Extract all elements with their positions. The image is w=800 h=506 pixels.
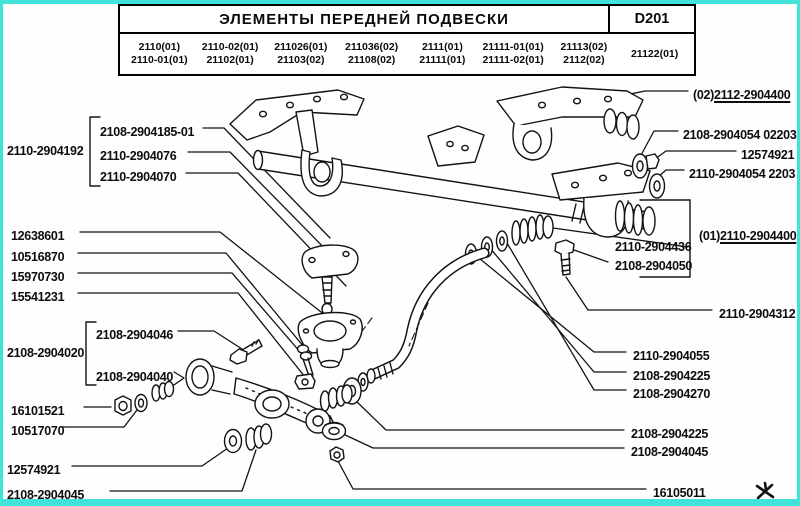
part-label: 2108-2904225 [631,427,709,441]
arm-ball-bushing [323,423,346,440]
group-bracket-left-top [90,117,100,186]
page-title: ЭЛЕМЕНТЫ ПЕРЕДНЕЙ ПОДВЕСКИ [219,10,509,28]
part-label: 2110-2904054 2203 [689,167,796,181]
control-arm [186,359,338,433]
diagram-paper [3,4,797,502]
left-bar-clamp [301,150,342,196]
part-label: 2110-2904055 [633,349,710,363]
part-label: 2108-2904045 [7,488,85,502]
part-label: 15970730 [11,270,65,284]
part-label: 2110-2904436 [615,240,692,254]
model-cell: 2110(01) 2110-01(01) [131,41,188,66]
group-bracket-left-bottom [86,322,96,385]
model-cell: 211026(01) 21103(02) [274,41,328,66]
part-label-bracket-02: (02)2112-2904400 [693,88,791,102]
part-label: 2108-2904040 [96,370,174,384]
bracket-bolt [555,240,574,275]
part-label: 2110-2904070 [100,170,177,184]
part-label-bracket-01: (01)2110-2904400 [699,229,797,243]
model-list [120,34,694,74]
part-label: 2108-2904225 [633,369,711,383]
part-label: 12574921 [741,148,795,162]
model-cell: 21122(01) [630,47,679,60]
part-label: 15541231 [11,290,65,304]
part-label: 2108-2904270 [633,387,711,401]
publisher-mark-icon [757,483,773,498]
part-label: 2108-2904050 [615,259,693,273]
bracket-02-assembly [497,87,643,160]
model-cell: 211036(02) 21108(02) [345,41,399,66]
part-label: 10517070 [11,424,65,438]
part-label: 16105011 [653,486,706,500]
part-label: 2110-2904312 [719,307,796,321]
left-bracket-plate [230,90,364,156]
arm-nut [330,447,344,462]
bar-end-bushing [616,201,656,235]
rod-washers [321,369,376,411]
part-label: 2108-2904046 [96,328,174,342]
drawing-code: D201 [608,6,694,32]
model-cell: 2110-02(01) 21102(01) [201,41,259,66]
part-label-group-arm-bushings: 2108-2904020 [7,346,85,360]
bar-middle-bracket [428,126,484,166]
header-table [118,4,696,76]
part-label: 10516870 [11,250,65,264]
part-label: 12574921 [7,463,61,477]
part-label: 2108-2904185-01 [100,125,195,139]
model-cell: 21113(02) 2112(02) [560,41,608,66]
part-label: 12638601 [11,229,65,243]
part-label: 16101521 [11,404,65,418]
model-cell: 2111(01) 21111(01) [419,41,466,66]
part-label: 2108-2904045 [631,445,709,459]
part-label: 2110-2904076 [100,149,177,163]
bar-cushion [314,162,330,182]
model-cell: 21111-01(01) 21111-02(01) [482,41,544,66]
stabilizer-bar-curve [367,253,484,382]
part-label: 2108-2904054 02203 [683,128,797,142]
part-label-group-ball-joint: 2110-2904192 [7,144,84,158]
